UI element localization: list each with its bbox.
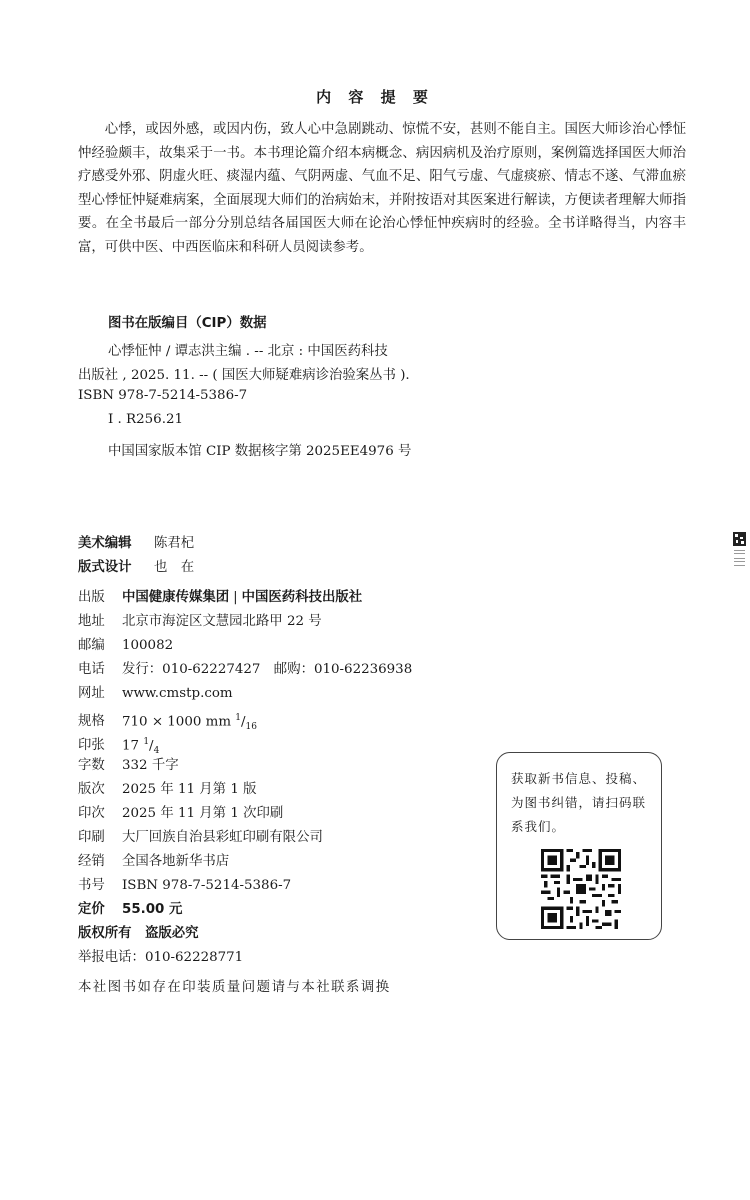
qr-instructions: 获取新书信息、投稿、为图书纠错，请扫码联系我们。: [511, 771, 647, 834]
publisher-separator: |: [233, 590, 238, 605]
publisher-group: 中国健康传媒集团: [122, 590, 230, 605]
printing-row: [78, 804, 283, 824]
credit-value: 陈君杞: [154, 536, 195, 551]
distributor-value: 全国各地新华书店: [122, 854, 230, 869]
publisher-name: 中国医药科技出版社: [241, 590, 363, 605]
report-row: [78, 948, 243, 968]
price-row: [78, 900, 182, 920]
row-label: 印张: [78, 738, 105, 754]
postcode-row: [78, 636, 173, 656]
quality-notice: 本社图书如存在印装质量问题请与本社联系调换: [78, 980, 391, 995]
row-label: 地址: [78, 614, 105, 629]
words-value: 332 千字: [122, 758, 179, 773]
qr-contact-box: [496, 752, 662, 940]
sheets-numerator: 1: [143, 737, 150, 747]
row-label: 版次: [78, 782, 105, 797]
summary-text: 心悸，或因外感，或因内伤，致人心中急剧跳动、惊慌不安，甚则不能自主。国医大师诊治心悸怔忡经验颇丰，故集采于一书。本书理论篇介绍本病概念、病因病机及治疗原则，案例篇选择国医大师治疗感受外邪、阴虚火旺、痰湿内蕴、气阴两虚、气血不足、阳气亏虚、气虚痰瘀、情志不遂、气滞血瘀型心悸怔忡疑难病案，全面展现大师们的治病始末，并附按语对其医案进行解读，方便读者理解大师指要。在全书最后一部分分别总结各届国医大师在论治心悸怔忡疾病时的经验。全书详略得当，内容丰富，可供中医、中西医临床和科研人员阅读参考。: [78, 122, 686, 255]
row-label: 印次: [78, 806, 105, 821]
row-label: 网址: [78, 686, 105, 701]
phone-row: [78, 660, 412, 680]
report-label: 举报电话：: [78, 950, 145, 965]
website-link[interactable]: www.cmstp.com: [122, 686, 233, 701]
address-value: 北京市海淀区文慧园北路甲 22 号: [122, 614, 322, 629]
price-value: 55.00 元: [122, 902, 183, 917]
words-row: [78, 756, 179, 776]
row-label: 定价: [78, 902, 105, 917]
qr-code-icon[interactable]: [541, 849, 621, 929]
row-label: 字数: [78, 758, 105, 773]
credit-art-editor: [78, 532, 194, 551]
sheets-whole: 17: [122, 738, 140, 754]
cip-number: 中国国家版本馆 CIP 数据核字第 2025EE4976 号: [108, 444, 412, 459]
printer-value: 大厂回族自治县彩虹印刷有限公司: [122, 830, 323, 845]
format-denominator: 16: [245, 722, 257, 733]
isbn-row: [78, 876, 291, 896]
printer-row: [78, 828, 323, 848]
format-row: 规格 710 × 1000 mm $^1/_{16}$: [78, 713, 257, 733]
sheets-denominator: 4: [153, 746, 160, 757]
sheets-row: 印张 17 $^1/_4$: [78, 737, 160, 757]
format-value: 710 × 1000 mm: [122, 714, 232, 730]
row-label: 规格: [78, 714, 105, 730]
row-label: 印刷: [78, 830, 105, 845]
credit-value: 也 在: [154, 560, 195, 575]
summary-heading: 内 容 提 要: [316, 88, 434, 106]
address-row: [78, 612, 322, 632]
credit-layout-design: [78, 556, 194, 575]
copyright-row: [78, 924, 199, 944]
row-label: 邮编: [78, 638, 105, 653]
credit-label: 美术编辑: [78, 536, 132, 551]
cip-line-2: 出版社 , 2025. 11. -- ( 国医大师疑难病诊治验案丛书 ).: [78, 368, 410, 383]
phone-value: 发行：010-62227427 邮购：010-62236938: [122, 662, 413, 677]
report-phone: 010-62228771: [144, 950, 244, 965]
credit-label: 版式设计: [78, 560, 132, 575]
publisher-row: [78, 588, 362, 608]
format-numerator: 1: [235, 713, 242, 723]
postcode-value: 100082: [122, 638, 174, 653]
cip-title: 图书在版编目（CIP）数据: [108, 316, 267, 331]
row-label: 书号: [78, 878, 105, 893]
cip-line-1: 心悸怔忡 / 谭志洪主编 . -- 北京 : 中国医药科技: [108, 344, 388, 359]
edition-row: [78, 780, 256, 800]
row-label: 经销: [78, 854, 105, 869]
printing-value: 2025 年 11 月第 1 次印刷: [122, 806, 284, 821]
isbn-value: ISBN 978-7-5214-5386-7: [122, 878, 292, 893]
website-row: [78, 684, 233, 704]
cip-classification: Ⅰ . R256.21: [108, 412, 183, 427]
edition-value: 2025 年 11 月第 1 版: [122, 782, 257, 797]
row-label: 电话: [78, 662, 105, 677]
copyright-text: 版权所有 盗版必究: [78, 926, 199, 941]
distributor-row: [78, 852, 229, 872]
cip-isbn: ISBN 978-7-5214-5386-7: [78, 388, 248, 403]
row-label: 出版: [78, 590, 105, 605]
side-qr-mark-icon: [733, 532, 746, 572]
